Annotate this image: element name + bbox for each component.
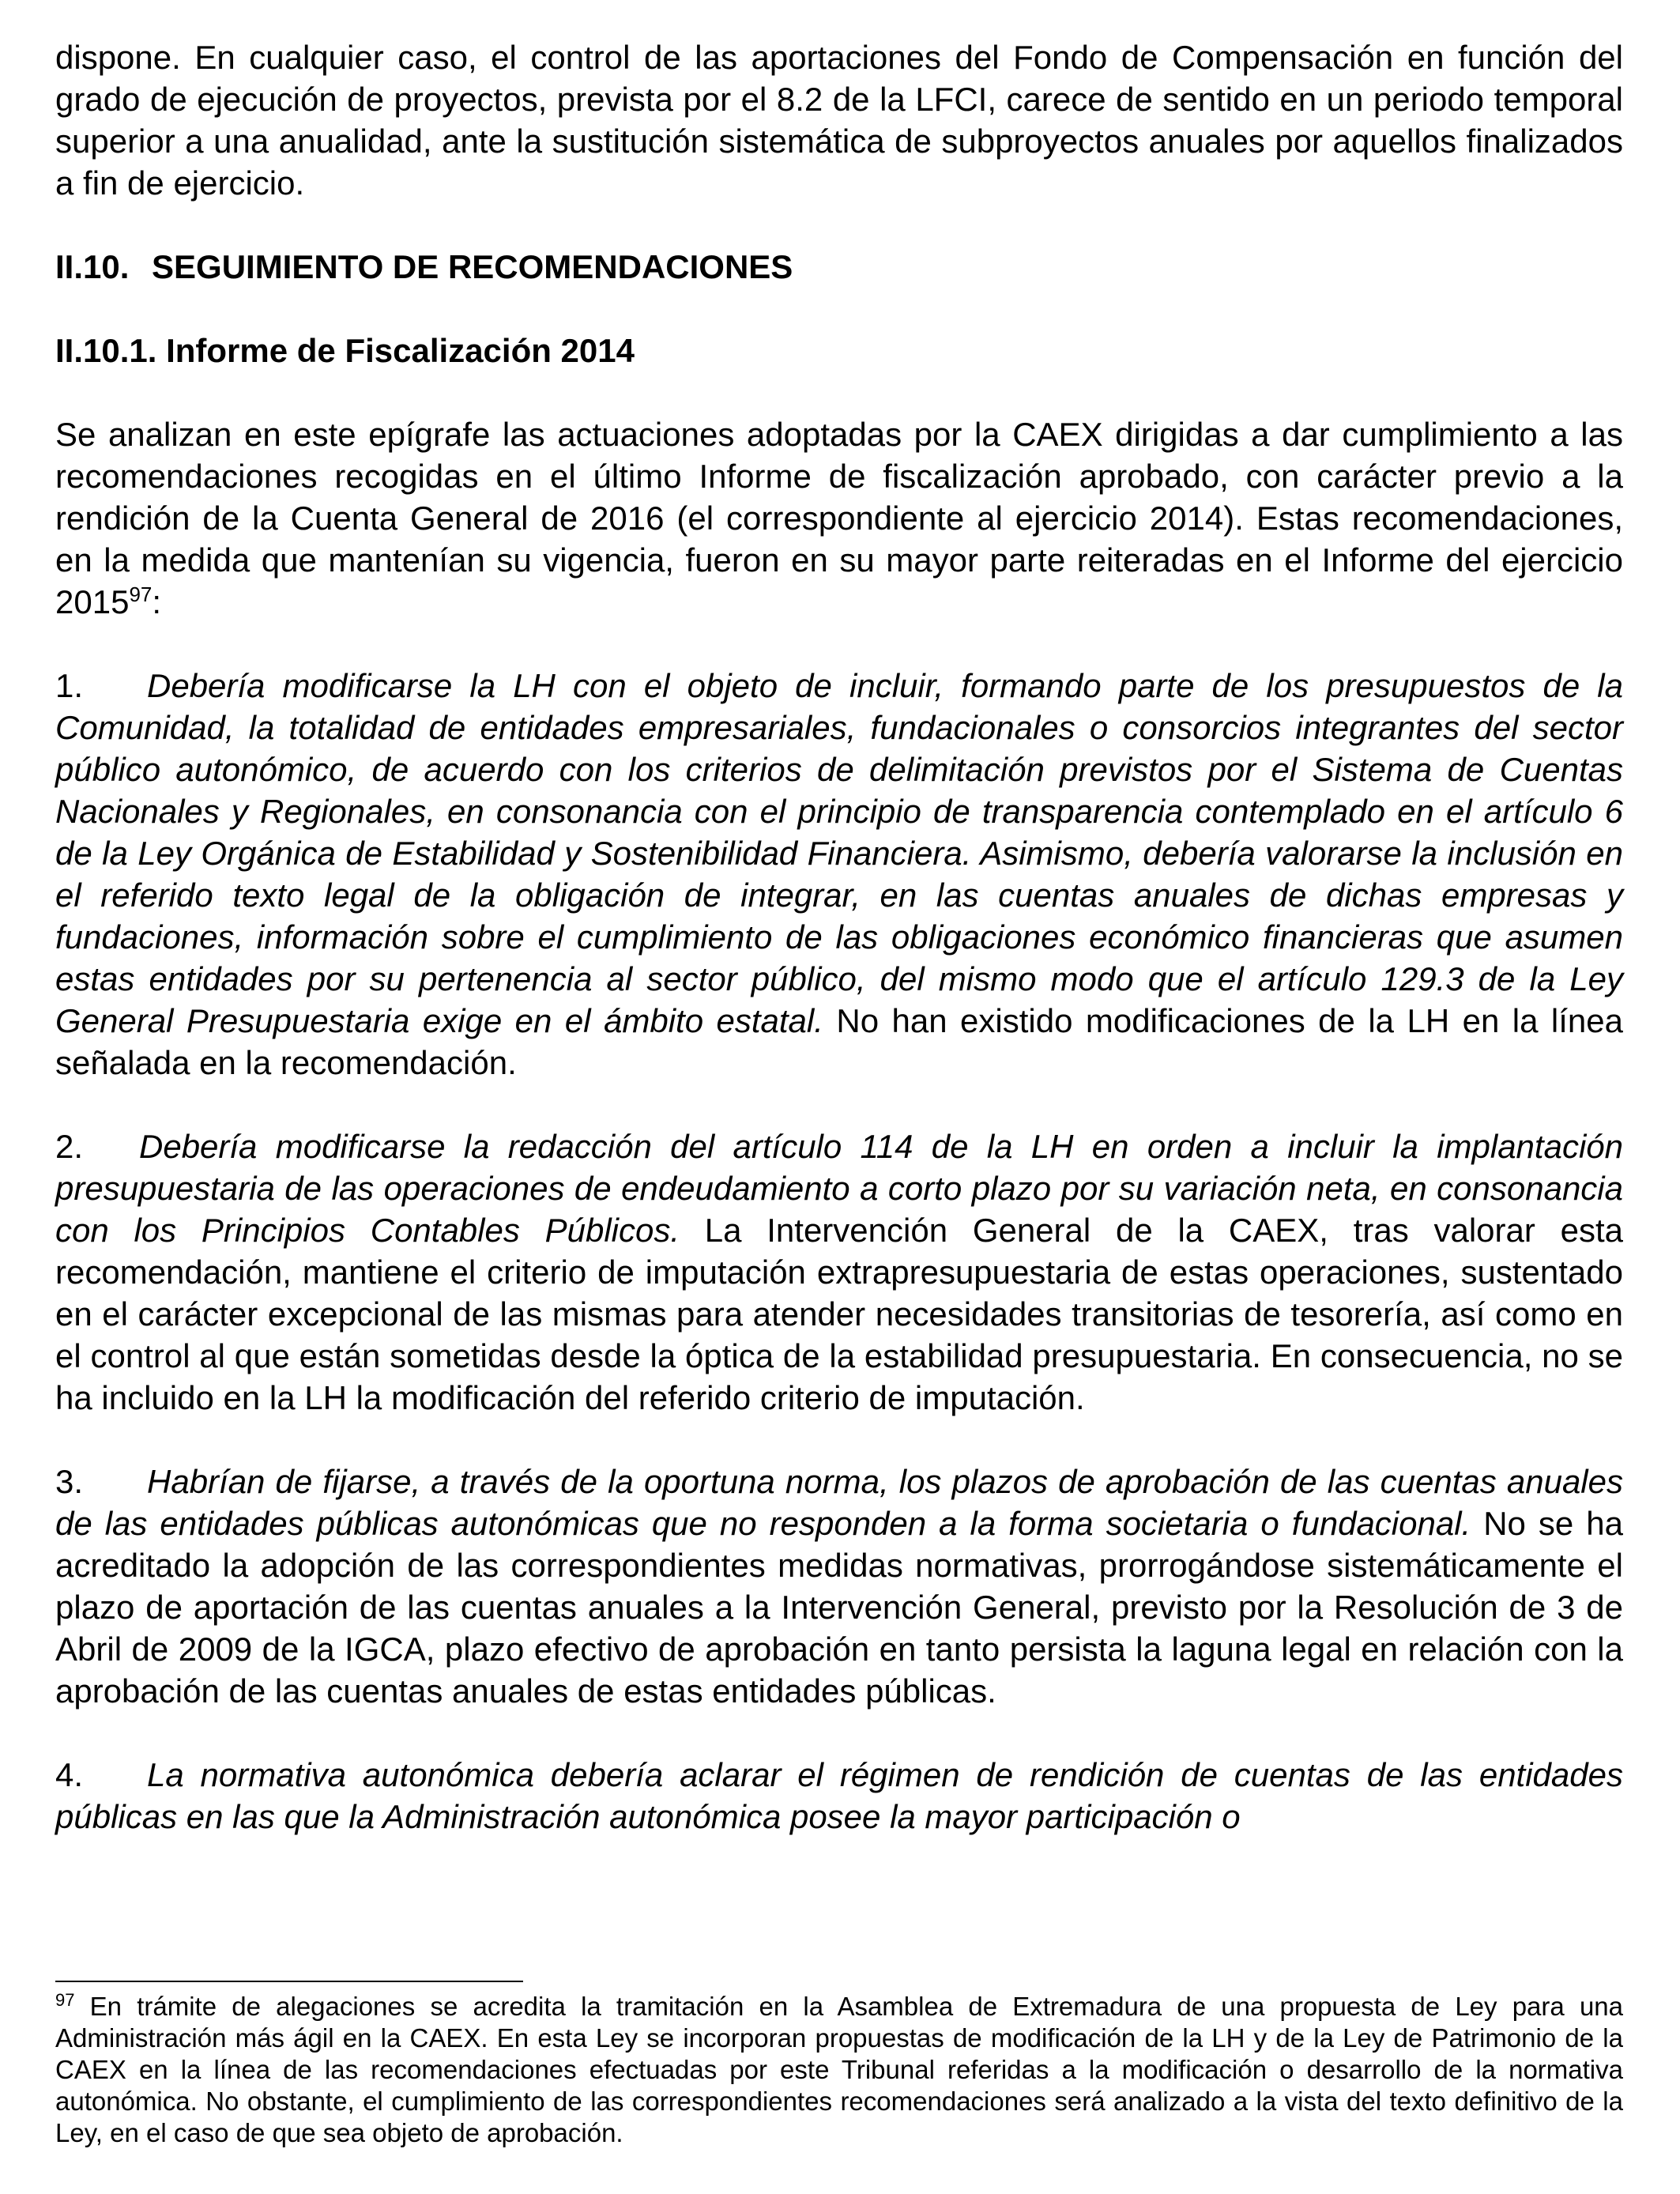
recommendation-comment: La Intervención General de la CAEX, tras valorar esta recomendación, mantiene el criterio de imputación extrapresupuestaria de estas operaciones, sustentado en el carácter excepcional de las mismas para atender necesidades transitorias de tesorería, así como en el control al que están sometidas desde la óptica de la estabilidad presupuestaria. En consecuencia, no se ha incluido en la LH la modificación del referido criterio de imputación.: [55, 1212, 1623, 1416]
recommendation-number: 4.: [55, 1756, 84, 1793]
footnote-separator: [55, 1981, 523, 1982]
footnote: [55, 1991, 1623, 2149]
footnote-text: En trámite de alegaciones se acredita la tramitación en la Asamblea de Extremadura de una propuesta de Ley para una Administración más ágil en la CAEX. En esta Ley se incorporan propuestas de modificación de la LH y de la Ley de Patrimonio de la CAEX en la línea de las recomendaciones efectuadas por este Tribunal referidas a la modificación o desarrollo de la normativa autonómica. No obstante, el cumplimiento de las correspondientes recomendaciones será analizado a la vista del texto definitivo de la Ley, en el caso de que sea objeto de aprobación.: [55, 1992, 1623, 2147]
lead-paragraph-trailing: :: [152, 583, 162, 620]
recommendation-text: Debería modificarse la LH con el objeto de incluir, formando parte de los presupuestos de la Comunidad, la totalidad de entidades empresariales, fundacionales o consorcios integrantes del sector público autonómico, de acuerdo con los criterios de delimitación previstos por el Sistema de Cuentas Nacionales y Regionales, en consonancia con el principio de transparencia contemplado en el artículo 6 de la Ley Orgánica de Estabilidad y Sostenibilidad Financiera. Asimismo, debería valorarse la inclusión en el referido texto legal de la obligación de integrar, en las cuentas anuales de dichas empresas y fundaciones, información sobre el cumplimiento de las obligaciones económico financieras que asumen estas entidades por su pertenencia al sector público, del mismo modo que el artículo 129.3 de la Ley General Presupuestaria exige en el ámbito estatal.: [55, 667, 1623, 1039]
recommendation-comment: No se ha acreditado la adopción de las correspondientes medidas normativas, prorrogándose sistemáticamente el plazo de aportación de las cuentas anuales a la Intervención General, previsto por la Resolución de 3 de Abril de 2009 de la IGCA, plazo efectivo de aprobación en tanto persista la laguna legal en relación con la aprobación de las cuentas anuales de estas entidades públicas.: [55, 1505, 1623, 1710]
lead-paragraph-text: Se analizan en este epígrafe las actuaciones adoptadas por la CAEX dirigidas a dar cumplimiento a las recomendaciones recogidas en el último Informe de fiscalización aprobado, con carácter previo a la rendición de la Cuenta General de 2016 (el correspondiente al ejercicio 2014). Estas recomendaciones, en la medida que mantenían su vigencia, fueron en su mayor parte reiteradas en el Informe del ejercicio 2015: [55, 416, 1623, 620]
recommendation-comment: No han existido modificaciones de la LH en la línea señalada en la recomendación.: [55, 1002, 1623, 1081]
recommendation-number: 3.: [55, 1463, 84, 1500]
subsection-heading: II.10.1. Informe de Fiscalización 2014: [55, 332, 635, 369]
recommendation-text: Debería modificarse la redacción del artículo 114 de la LH en orden a incluir la implantación presupuestaria de las operaciones de endeudamiento a corto plazo por su variación neta, en consonancia con los Principios Contables Públicos.: [55, 1128, 1623, 1249]
lead-paragraph: [55, 413, 1623, 623]
recommendation-item: [55, 1754, 1623, 1838]
recommendation-text: La normativa autonómica debería aclarar el régimen de rendición de cuentas de las entidades públicas en las que la Administración autonómica posee la mayor participación o: [55, 1756, 1623, 1835]
intro-paragraph: dispone. En cualquier caso, el control de las aportaciones del Fondo de Compensación en función del grado de ejecución de proyectos, prevista por el 8.2 de la LFCI, carece de sentido en un periodo temporal superior a una anualidad, ante la sustitución sistemática de subproyectos anuales por aquellos finalizados a fin de ejercicio.: [55, 39, 1623, 202]
recommendation-number: 2.: [55, 1128, 84, 1165]
footnote-number: 97: [55, 1990, 75, 2010]
section-heading: [55, 246, 1623, 288]
footnote-reference[interactable]: 97: [129, 582, 153, 606]
section-number: II.10.: [55, 248, 130, 285]
recommendation-text: Habrían de fijarse, a través de la oportuna norma, los plazos de aprobación de las cuentas anuales de las entidades públicas autonómicas que no responden a la forma societaria o fundacional.: [55, 1463, 1623, 1542]
recommendation-number: 1.: [55, 667, 84, 704]
section-title: SEGUIMIENTO DE RECOMENDACIONES: [152, 248, 793, 285]
recommendation-item: [55, 1125, 1623, 1419]
recommendation-item: [55, 1461, 1623, 1712]
recommendation-item: [55, 665, 1623, 1084]
